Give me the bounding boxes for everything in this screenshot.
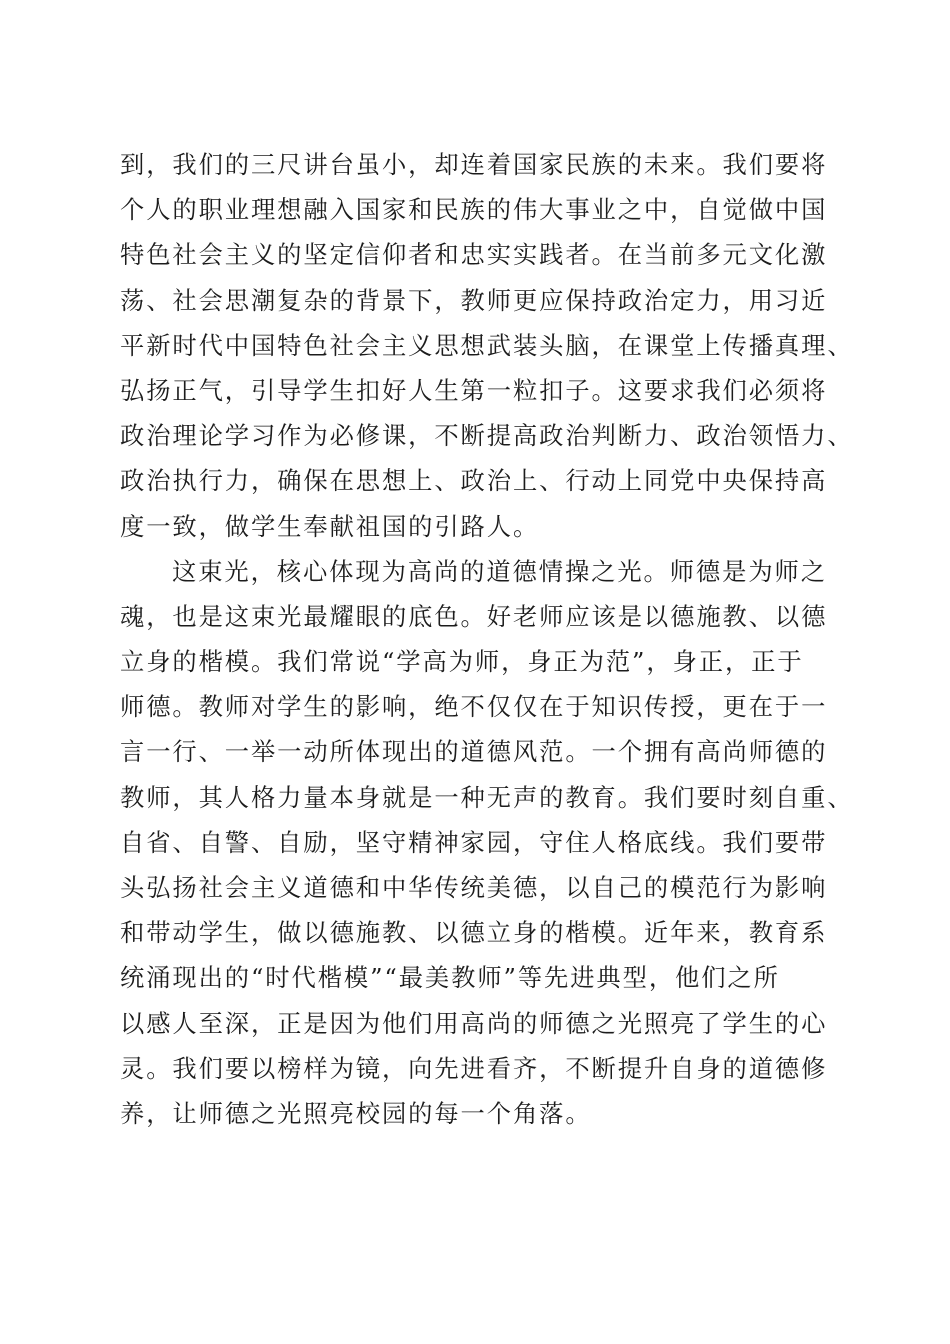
text-line-8: 政治执行力，确保在思想上、政治上、行动上同党中央保持高 <box>120 466 828 496</box>
text-line-1: 到，我们的三尺讲台虽小，却连着国家民族的未来。我们要将 <box>120 150 828 179</box>
text-line-20: 以感人至深，正是因为他们用高尚的师德之光照亮了学生的心 <box>120 1008 828 1038</box>
text-line-14: 言一行、一举一动所体现出的道德风范。一个拥有高尚师德的 <box>120 737 828 767</box>
text-line-7: 政治理论学习作为必修课，不断提高政治判断力、政治领悟力、 <box>120 421 854 451</box>
text-line-11: 魂，也是这束光最耀眼的底色。好老师应该是以德施教、以德 <box>120 601 828 631</box>
text-line-21: 灵。我们要以榜样为镜，向先进看齐，不断提升自身的道德修 <box>120 1053 828 1083</box>
text-line-12: 立身的楷模。我们常说“学高为师，身正为范”，身正，正于 <box>120 647 804 677</box>
text-line-16: 自省、自警、自励，坚守精神家园，守住人格底线。我们要带 <box>120 827 828 857</box>
text-line-6: 弘扬正气，引导学生扣好人生第一粒扣子。这要求我们必须将 <box>120 375 828 405</box>
text-line-4: 荡、社会思潮复杂的背景下，教师更应保持政治定力，用习近 <box>120 285 828 315</box>
text-line-13: 师德。教师对学生的影响，绝不仅仅在于知识传授，更在于一 <box>120 692 828 722</box>
text-line-5: 平新时代中国特色社会主义思想武装头脑，在课堂上传播真理、 <box>120 330 854 360</box>
body-text <box>120 142 854 1136</box>
text-line-2: 个人的职业理想融入国家和民族的伟大事业之中，自觉做中国 <box>120 195 828 225</box>
text-line-19: 统涌现出的“时代楷模”“最美教师”等先进典型，他们之所 <box>120 963 780 993</box>
text-line-17: 头弘扬社会主义道德和中华传统美德，以自己的模范行为影响 <box>120 873 828 902</box>
text-line-9: 度一致，做学生奉献祖国的引路人。 <box>120 511 540 541</box>
text-line-3: 特色社会主义的坚定信仰者和忠实实践者。在当前多元文化激 <box>120 240 828 270</box>
text-line-10: 这束光，核心体现为高尚的道德情操之光。师德是为师之 <box>172 556 827 586</box>
text-line-15: 教师，其人格力量本身就是一种无声的教育。我们要时刻自重、 <box>120 782 854 812</box>
text-line-22: 养，让师德之光照亮校园的每一个角落。 <box>120 1098 592 1128</box>
text-line-18: 和带动学生，做以德施教、以德立身的楷模。近年来，教育系 <box>120 918 828 948</box>
